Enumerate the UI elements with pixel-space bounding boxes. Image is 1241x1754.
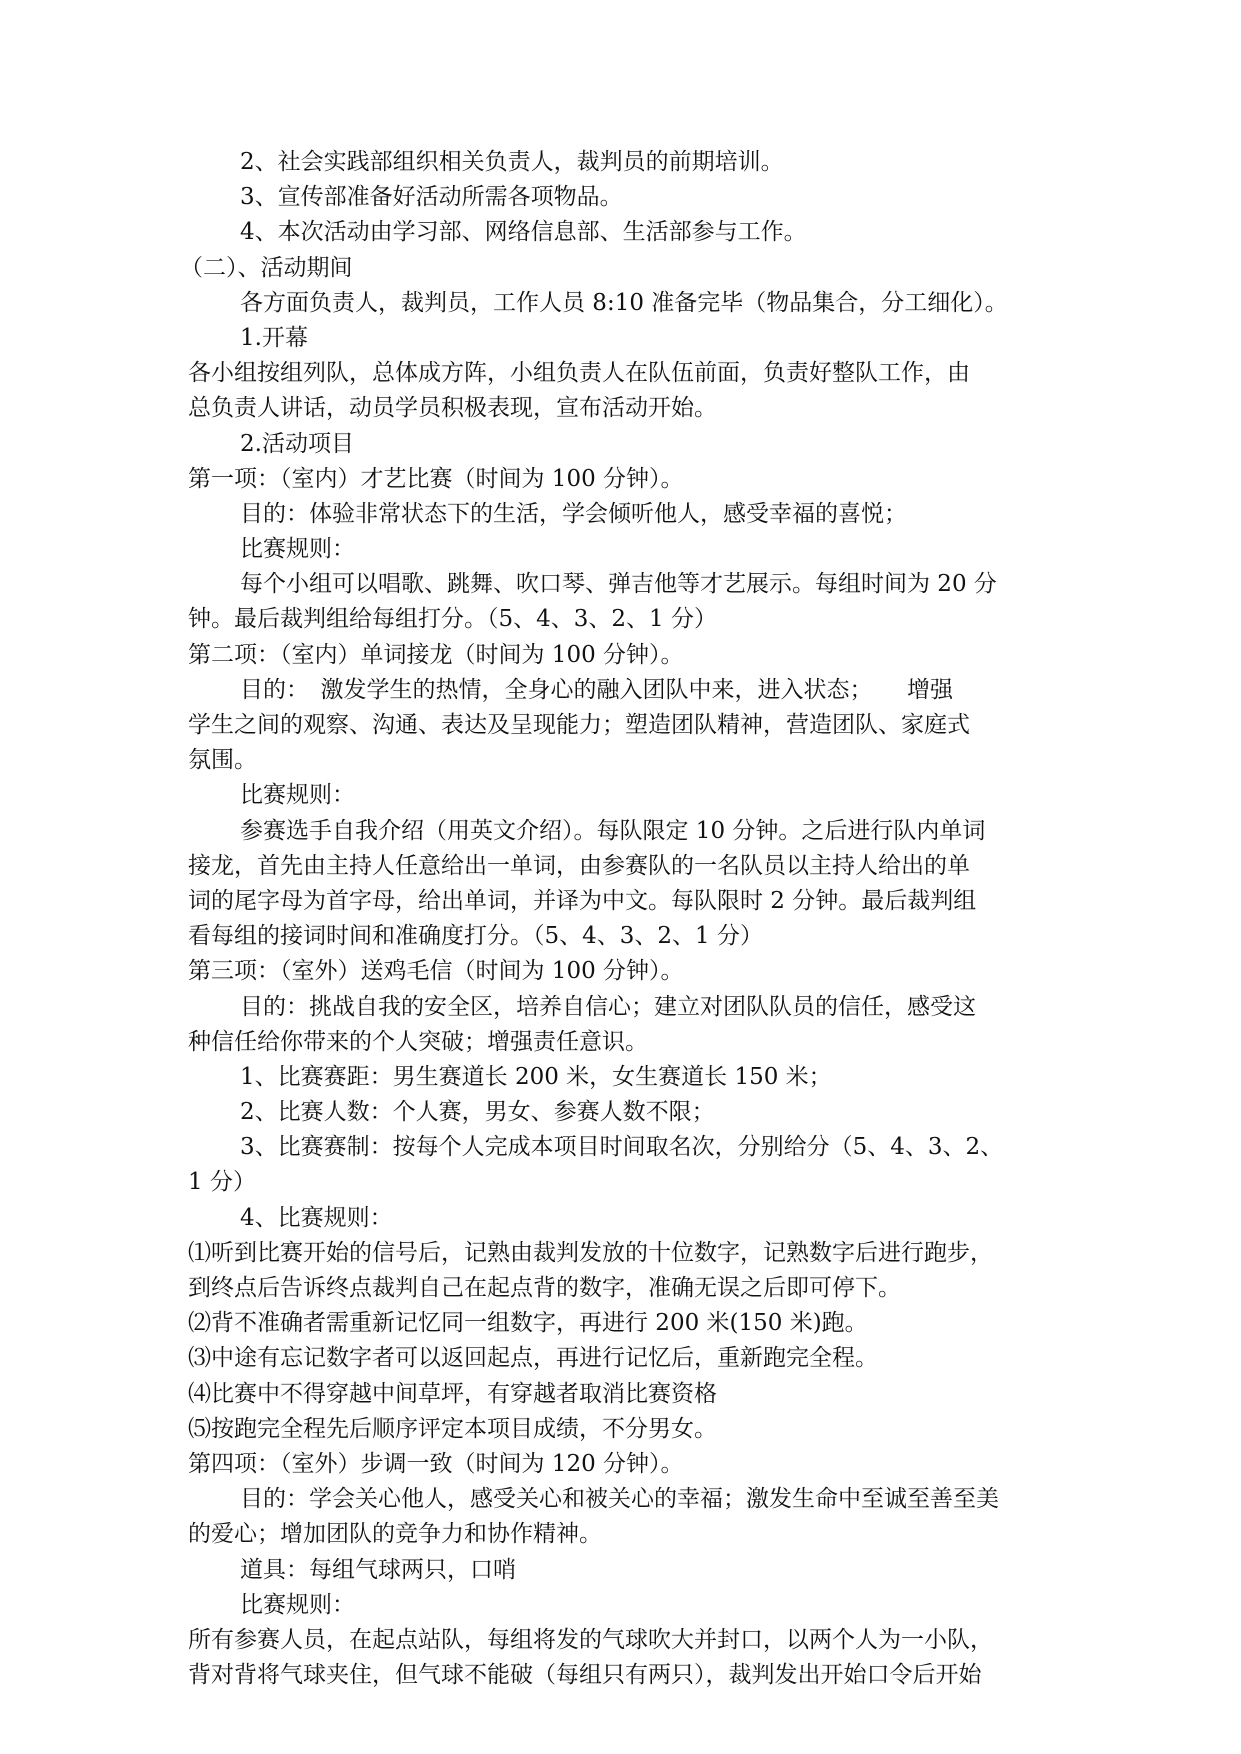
text-line: 总负责人讲话，动员学员积极表现，宣布活动开始。 <box>188 395 717 422</box>
text-line: 目的：学会关心他人，感受关心和被关心的幸福；激发生命中至诚至善至美 <box>240 1486 999 1513</box>
text-line: ⑶中途有忘记数字者可以返回起点，再进行记忆后，重新跑完全程。 <box>188 1345 878 1372</box>
text-line: 到终点后告诉终点裁判自己在起点背的数字，准确无误之后即可停下。 <box>188 1275 901 1301</box>
text-line: 背对背将气球夹住，但气球不能破（每组只有两只），裁判发出开始口令后开始 <box>188 1662 982 1689</box>
text-line: 第三项：（室外）送鸡毛信（时间为 100 分钟）。 <box>188 958 684 985</box>
text-line: 比赛规则： <box>240 1591 355 1618</box>
text-line: ⑷比赛中不得穿越中间草坪，有穿越者取消比赛资格 <box>188 1380 717 1407</box>
text-line: ⑸按跑完全程先后顺序评定本项目成绩，不分男女。 <box>188 1415 717 1442</box>
text-line: 4、本次活动由学习部、网络信息部、生活部参与工作。 <box>240 219 807 246</box>
text-line: 目的：体验非常状态下的生活，学会倾听他人，感受幸福的喜悦； <box>240 500 907 527</box>
text-line: 所有参赛人员，在起点站队，每组将发的气球吹大并封口，以两个人为一小队， <box>188 1626 993 1653</box>
text-line: 2、比赛人数：个人赛，男女、参赛人数不限； <box>240 1099 715 1126</box>
text-line: 2、社会实践部组织相关负责人，裁判员的前期培训。 <box>240 149 784 175</box>
text-line: 目的： 激发学生的热情，全身心的融入团队中来，进入状态； 增强 <box>240 676 953 703</box>
text-line: 各方面负责人，裁判员，工作人员 8:10 准备完毕（物品集合，分工细化）。 <box>240 289 1008 316</box>
text-line: 参赛选手自我介绍（用英文介绍）。每队限定 10 分钟。之后进行队内单词 <box>240 817 986 844</box>
text-line: 每个小组可以唱歌、跳舞、吹口琴、弹吉他等才艺展示。每组时间为 20 分 <box>240 571 997 598</box>
text-line: 各小组按组列队，总体成方阵，小组负责人在队伍前面，负责好整队工作，由 <box>188 360 970 387</box>
text-line: 比赛规则： <box>240 536 355 563</box>
text-line: 3、宣传部准备好活动所需各项物品。 <box>240 184 623 211</box>
text-line: 第一项：（室内）才艺比赛（时间为 100 分钟）。 <box>188 465 684 492</box>
text-line: 第二项：（室内）单词接龙（时间为 100 分钟）。 <box>188 641 684 668</box>
text-line: 看每组的接词时间和准确度打分。（5、4、3、2、1 分） <box>188 923 763 950</box>
text-line: 2.活动项目 <box>240 430 354 457</box>
text-line: 4、比赛规则： <box>240 1204 393 1231</box>
text-line: 种信任给你带来的个人突破；增强责任意识。 <box>188 1028 648 1055</box>
text-line: 目的：挑战自我的安全区，培养自信心；建立对团队队员的信任，感受这 <box>240 993 976 1020</box>
text-line: 钟。最后裁判组给每组打分。（5、4、3、2、1 分） <box>188 606 717 633</box>
text-line: 词的尾字母为首字母，给出单词，并译为中文。每队限时 2 分钟。最后裁判组 <box>188 887 977 914</box>
text-line: 的爱心；增加团队的竞争力和协作精神。 <box>188 1521 602 1548</box>
text-line: 1 分） <box>188 1169 256 1196</box>
text-line: 接龙，首先由主持人任意给出一单词，由参赛队的一名队员以主持人给出的单 <box>188 852 970 879</box>
text-line: （二）、活动期间 <box>180 254 353 281</box>
text-line: 第四项：（室外）步调一致（时间为 120 分钟）。 <box>188 1450 684 1477</box>
text-line: 比赛规则： <box>240 782 355 809</box>
text-line: 1.开幕 <box>240 324 308 351</box>
text-line: 3、比赛赛制：按每个人完成本项目时间取名次，分别给分（5、4、3、2、 <box>240 1134 1004 1161</box>
document-page <box>180 145 1058 1693</box>
text-line: ⑵背不准确者需重新记忆同一组数字，再进行 200 米(150 米)跑。 <box>188 1310 868 1337</box>
text-line: 道具：每组气球两只，口哨 <box>240 1556 516 1583</box>
text-line: 学生之间的观察、沟通、表达及呈现能力；塑造团队精神，营造团队、家庭式 <box>188 712 970 738</box>
text-line: 1、比赛赛距：男生赛道长 200 米，女生赛道长 150 米； <box>240 1063 832 1090</box>
text-line: ⑴听到比赛开始的信号后，记熟由裁判发放的十位数字，记熟数字后进行跑步， <box>188 1239 993 1266</box>
text-line: 氛围。 <box>188 747 257 774</box>
